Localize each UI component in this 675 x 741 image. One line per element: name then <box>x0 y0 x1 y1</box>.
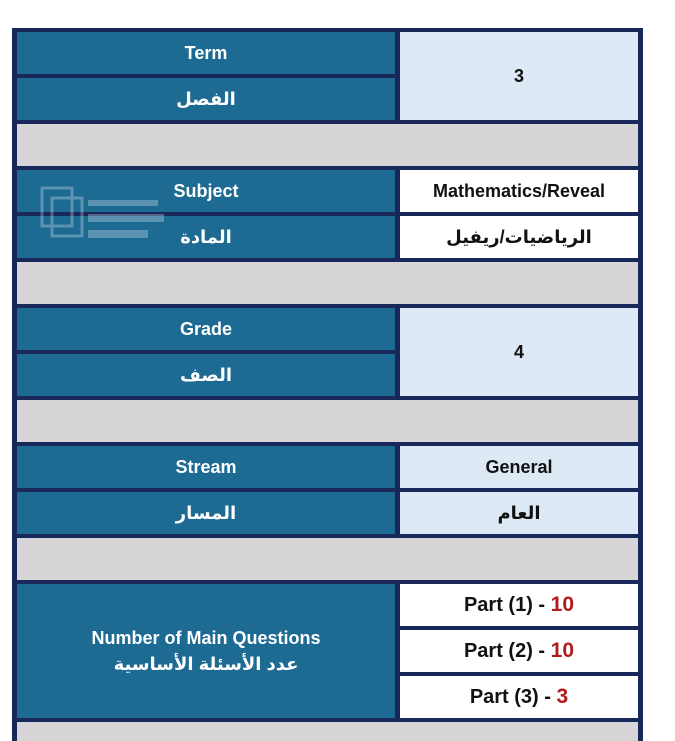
part-2 <box>400 630 638 672</box>
part-3-count: 3 <box>556 685 569 708</box>
separator-row <box>17 400 638 442</box>
separator-row <box>17 538 638 580</box>
grade-label-ar: الصف <box>17 354 395 396</box>
stream-value-ar: العام <box>400 492 638 534</box>
separator-row <box>17 124 638 166</box>
questions-label <box>17 584 395 718</box>
stream-label-ar: المسار <box>17 492 395 534</box>
grade-label-en: Grade <box>17 308 395 350</box>
part-1 <box>400 584 638 626</box>
subject-value-en: Mathematics/Reveal <box>400 170 638 212</box>
stream-label-en: Stream <box>17 446 395 488</box>
part-1-count: 10 <box>550 593 575 616</box>
grade-value: 4 <box>400 308 638 396</box>
part-2-count: 10 <box>550 639 575 662</box>
subject-label-ar: المادة <box>17 216 395 258</box>
part-1-label: Part (1) - <box>463 593 551 616</box>
questions-label-en: Number of Main Questions <box>91 628 321 648</box>
subject-label-en: Subject <box>17 170 395 212</box>
term-value: 3 <box>400 32 638 120</box>
term-label-en: Term <box>17 32 395 74</box>
part-2-label: Part (2) - <box>463 639 551 662</box>
separator-row <box>17 262 638 304</box>
part-3 <box>400 676 638 718</box>
questions-label-ar: عدد الأسئلة الأساسية <box>113 654 299 674</box>
term-label-ar: الفصل <box>17 78 395 120</box>
separator-row <box>17 722 638 741</box>
exam-info-table <box>12 28 643 741</box>
part-3-label: Part (3) - <box>469 685 557 708</box>
stream-value-en: General <box>400 446 638 488</box>
subject-value-ar: الرياضيات/ريفيل <box>400 216 638 258</box>
